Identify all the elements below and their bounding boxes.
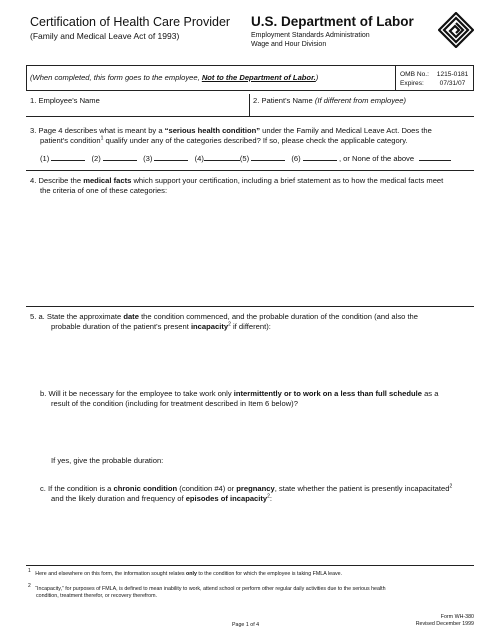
q5c-text: and the likely duration and frequency of <box>51 494 184 503</box>
footnote-ref: 1 <box>100 135 104 142</box>
q4-answer-area[interactable] <box>40 198 470 303</box>
footnote-2-number: 2 <box>28 583 31 590</box>
q5b-duration-label: If yes, give the probable duration: <box>51 456 164 465</box>
department-title: U.S. Department of Labor <box>251 14 414 29</box>
form-subtitle: (Family and Medical Leave Act of 1993) <box>30 31 180 41</box>
dol-seal-icon <box>438 12 474 48</box>
q4-line-1 <box>30 176 443 186</box>
footnote-2-continued: condition, treatment therefor, or recovery therefrom. <box>36 593 158 599</box>
employee-name-field[interactable]: 1. Employee's Name <box>30 96 100 105</box>
q3-text: qualify under any of the categories described? If so, please check the applicable category. <box>105 136 408 145</box>
notice-emphasis: Not to the Department of Labor. <box>201 73 316 82</box>
category-option-1-blank[interactable] <box>51 153 85 161</box>
q5c-answer-area[interactable] <box>51 506 471 562</box>
form-number: Form WH-380 <box>440 614 474 620</box>
q4-text: 4. Describe the <box>30 176 82 185</box>
patient-name-note: (If different from employee) <box>314 96 406 105</box>
category-option-2-blank[interactable] <box>103 153 137 161</box>
revision-date: Revised December 1999 <box>415 621 474 627</box>
footnote-1-text: Here and elsewhere on this form, the information sought relates <box>35 571 185 577</box>
notice-suffix: ) <box>315 73 319 82</box>
category-option-6-label: (6) <box>291 154 301 163</box>
q5c-text: c. If the condition is a <box>40 484 112 493</box>
patient-name-label: 2. Patient's Name <box>253 96 313 105</box>
q5c-text: (condition #4) or <box>179 484 235 493</box>
q5a-text: the condition commenced, and the probable duration of the condition (and also the <box>141 312 419 321</box>
category-option-4-blank[interactable] <box>204 153 240 161</box>
divider <box>26 306 474 307</box>
footnote-1 <box>28 568 343 578</box>
q5b-answer-area[interactable] <box>51 411 471 451</box>
q3-text: under the Family and Medical Leave Act. Does the <box>262 126 432 135</box>
category-option-1-label: (1) <box>40 154 50 163</box>
category-option-5-blank[interactable] <box>251 153 285 161</box>
q3-text: 3. Page 4 describes what is meant by a <box>30 126 163 135</box>
q5b-term: intermittently or to work on a less than full schedule <box>233 389 422 398</box>
department-subtitle <box>251 31 370 49</box>
q3-line-2 <box>40 136 408 146</box>
footnote-2-text: “Incapacity,” for purposes of FMLA, is defined to mean inability to work, attend school or perform other regular daily activities due to the serious health <box>35 586 386 592</box>
q5c-text: : <box>269 494 273 503</box>
q5a-text: probable duration of the patient's present <box>51 322 189 331</box>
department-line-1: Employment Standards Administration <box>251 32 370 39</box>
q5c-term: episodes of incapacity <box>185 494 268 503</box>
q3-line-1 <box>30 126 432 136</box>
q5a-term: incapacity <box>190 322 229 331</box>
q5a-answer-area[interactable] <box>51 334 471 384</box>
category-option-6-blank[interactable] <box>303 153 337 161</box>
q3-term: “serious health condition” <box>164 126 261 135</box>
page-number: Page 1 of 4 <box>232 622 260 628</box>
footnote-2 <box>28 583 386 593</box>
expires-label: Expires: <box>400 80 424 87</box>
footnote-ref: 2 <box>449 483 453 490</box>
q5a-text: 5. a. State the approximate <box>30 312 122 321</box>
q5b-text: b. Will it be necessary for the employee to take work only <box>40 389 232 398</box>
none-of-the-above-blank[interactable] <box>419 153 451 161</box>
expires-value: 07/31/07 <box>439 80 466 87</box>
department-line-2: Wage and Hour Division <box>251 41 327 48</box>
omb-label: OMB No.: <box>400 71 429 78</box>
category-option-4-label: (4) <box>194 154 204 163</box>
q5c-term: pregnancy <box>236 484 275 493</box>
q5b-line-2: result of the condition (including for treatment described in Item 6 below)? <box>51 399 298 408</box>
expires-date <box>400 79 465 89</box>
q5b-text: as a <box>424 389 439 398</box>
q5c-line-2 <box>51 494 272 504</box>
patient-name-field[interactable] <box>253 96 406 106</box>
q4-line-2: the criteria of one of these categories: <box>40 186 168 195</box>
q5c-text: , state whether the patient is presently incapacitated <box>274 484 450 493</box>
divider <box>26 170 474 171</box>
category-option-3-label: (3) <box>143 154 153 163</box>
divider <box>26 116 474 117</box>
category-option-3-blank[interactable] <box>154 153 188 161</box>
notice-text <box>30 73 318 83</box>
q5a-term: date <box>123 312 139 321</box>
none-of-the-above-label: , or None of the above <box>338 154 415 163</box>
q5c-term: chronic condition <box>113 484 178 493</box>
q5c-line-1 <box>40 484 452 494</box>
q3-category-options <box>40 153 451 164</box>
q3-text: patient's condition <box>40 136 101 145</box>
q4-term: medical facts <box>83 176 132 185</box>
omb-value: 1215-0181 <box>436 71 469 78</box>
category-option-2-label: (2) <box>91 154 101 163</box>
notice-prefix: (When completed, this form goes to the employee, <box>30 73 200 82</box>
q5b-duration-answer[interactable] <box>51 468 471 482</box>
q5b-line-1 <box>40 389 438 399</box>
footnote-1-text: to the condition for which the employee is taking FMLA leave. <box>198 571 343 577</box>
footnote-1-number: 1 <box>28 568 31 575</box>
category-option-5-label: (5) <box>239 154 250 163</box>
footnote-ref: 2 <box>267 493 270 500</box>
footnote-ref: 2 <box>228 321 231 328</box>
q5a-line-1 <box>30 312 418 322</box>
q5a-line-2 <box>51 322 271 332</box>
q5a-text: if different): <box>233 322 271 331</box>
divider <box>249 94 250 116</box>
footnote-1-emphasis: only <box>186 571 197 577</box>
q4-text: which support your certification, including a brief statement as to how the medical facts meet <box>133 176 444 185</box>
form-title: Certification of Health Care Provider <box>30 15 231 29</box>
divider <box>26 565 474 566</box>
